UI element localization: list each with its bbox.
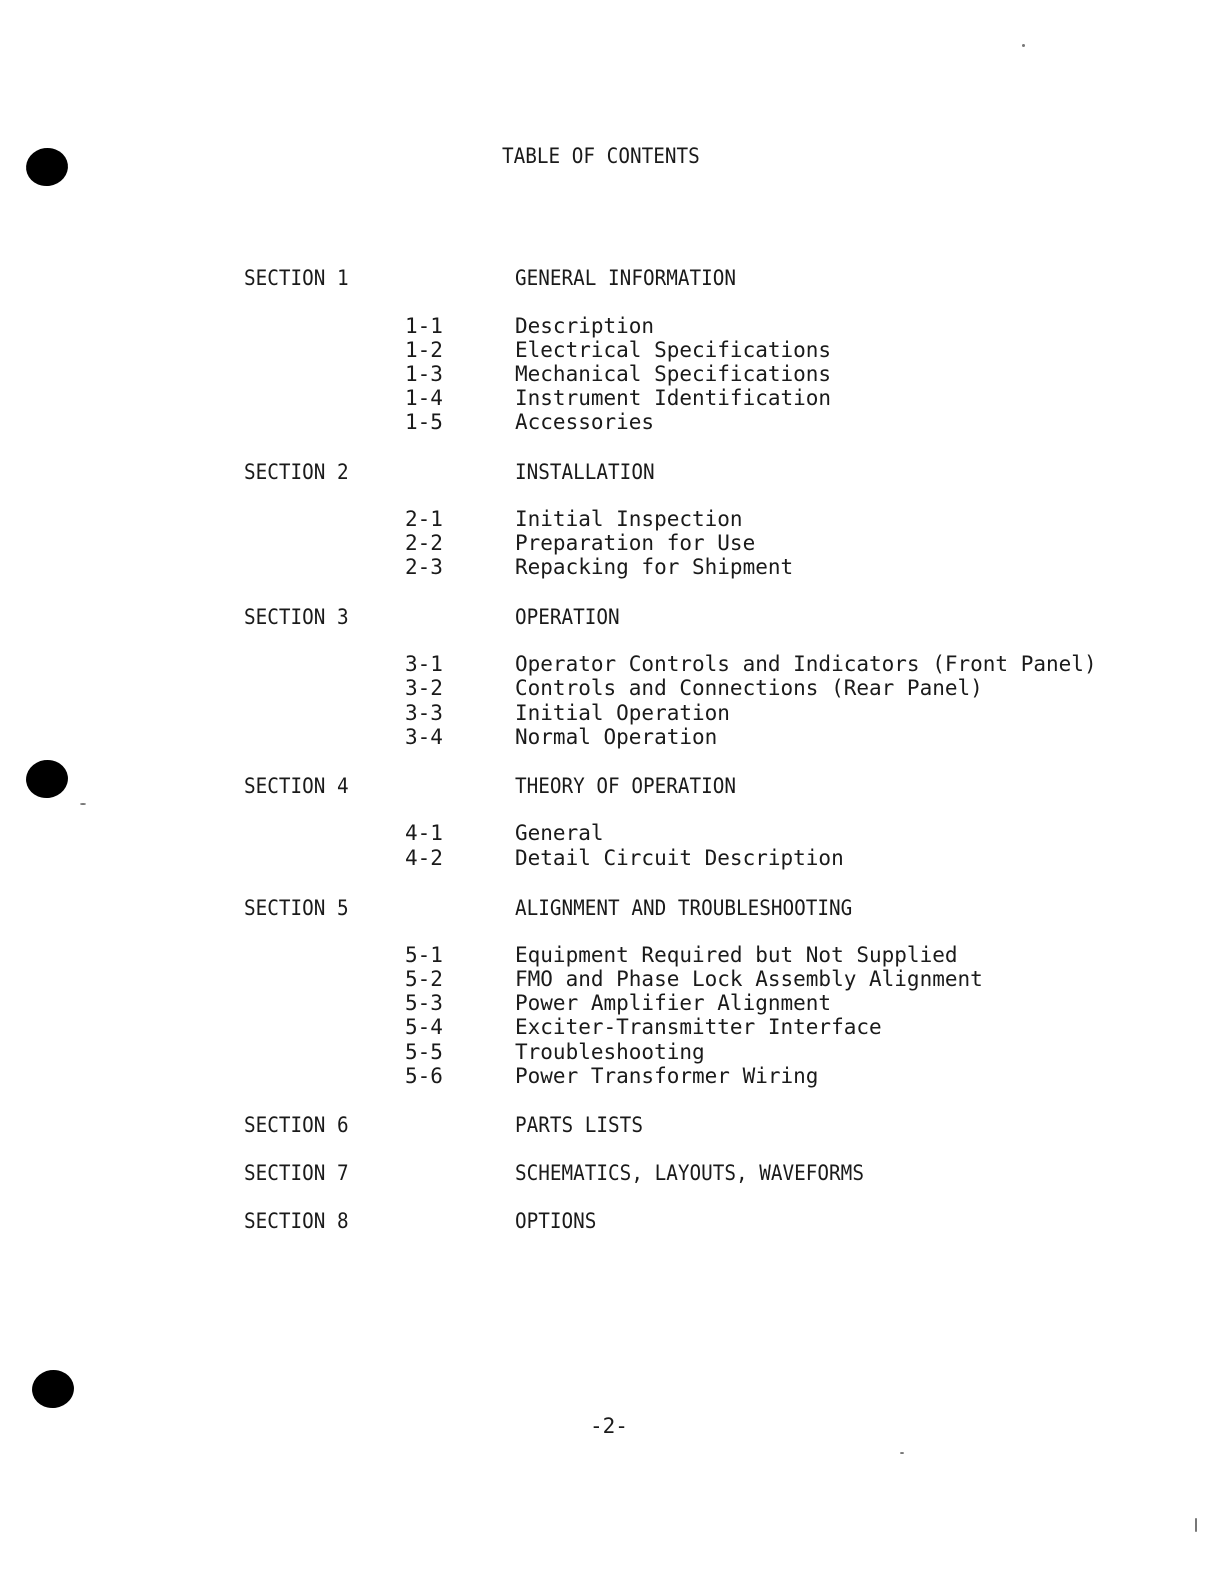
toc-item (0, 314, 1207, 340)
item-number: 1-2 (405, 338, 443, 362)
item-number: 3-4 (405, 725, 443, 749)
scan-speck (1022, 44, 1025, 47)
section-label: SECTION 2 (244, 460, 349, 484)
item-title: General (515, 821, 604, 845)
item-number: 5-3 (405, 991, 443, 1015)
item-title: Repacking for Shipment (515, 555, 794, 579)
item-title: Preparation for Use (515, 531, 756, 555)
section-title: THEORY OF OPERATION (515, 774, 737, 798)
item-number: 1-3 (405, 362, 443, 386)
toc-item (0, 386, 1207, 412)
toc-item (0, 555, 1207, 581)
section-label: SECTION 4 (244, 774, 349, 798)
item-number: 4-2 (405, 846, 443, 870)
toc-item (0, 821, 1207, 847)
item-title: Power Transformer Wiring (515, 1064, 819, 1088)
toc-item (0, 410, 1207, 436)
toc-item (0, 676, 1207, 702)
scan-speck (900, 1452, 904, 1454)
toc-item (0, 531, 1207, 557)
toc-item (0, 967, 1207, 993)
section-label: SECTION 3 (244, 605, 349, 629)
toc-section-5 (0, 896, 1207, 922)
item-title: Instrument Identification (515, 386, 832, 410)
toc-section-7 (0, 1161, 1207, 1187)
item-number: 5-4 (405, 1015, 443, 1039)
section-title: SCHEMATICS, LAYOUTS, WAVEFORMS (515, 1161, 864, 1185)
item-number: 2-3 (405, 555, 443, 579)
toc-item (0, 338, 1207, 364)
item-number: 1-5 (405, 410, 443, 434)
toc-item (0, 1064, 1207, 1090)
section-title: ALIGNMENT AND TROUBLESHOOTING (515, 896, 853, 920)
toc-section-2 (0, 460, 1207, 486)
item-title: Detail Circuit Description (515, 846, 844, 870)
toc-item (0, 701, 1207, 727)
section-label: SECTION 7 (244, 1161, 349, 1185)
item-title: Normal Operation (515, 725, 718, 749)
toc-section-8 (0, 1209, 1207, 1235)
toc-item (0, 507, 1207, 533)
item-number: 3-1 (405, 652, 443, 676)
punch-hole-top (24, 145, 71, 188)
section-label: SECTION 1 (244, 266, 349, 290)
section-title: GENERAL INFORMATION (515, 266, 737, 290)
scan-speck (80, 803, 86, 805)
item-title: Accessories (515, 410, 655, 434)
item-title: Description (515, 314, 655, 338)
item-title: Initial Inspection (515, 507, 743, 531)
toc-item (0, 1040, 1207, 1066)
section-title: OPERATION (515, 605, 620, 629)
item-number: 2-1 (405, 507, 443, 531)
item-number: 2-2 (405, 531, 443, 555)
item-title: Troubleshooting (515, 1040, 705, 1064)
scan-speck (1195, 1518, 1197, 1532)
item-title: Mechanical Specifications (515, 362, 832, 386)
item-number: 3-2 (405, 676, 443, 700)
item-title: Initial Operation (515, 701, 730, 725)
toc-section-3 (0, 605, 1207, 631)
item-title: Exciter-Transmitter Interface (515, 1015, 882, 1039)
toc-item (0, 1015, 1207, 1041)
page-title: TABLE OF CONTENTS (502, 144, 700, 168)
toc-item (0, 725, 1207, 751)
section-title: INSTALLATION (515, 460, 655, 484)
toc-section-1 (0, 266, 1207, 292)
item-number: 1-4 (405, 386, 443, 410)
item-title: Operator Controls and Indicators (Front Panel) (515, 652, 1097, 676)
section-label: SECTION 6 (244, 1113, 349, 1137)
item-number: 5-2 (405, 967, 443, 991)
item-number: 5-1 (405, 943, 443, 967)
item-title: FMO and Phase Lock Assembly Alignment (515, 967, 983, 991)
toc-item (0, 652, 1207, 678)
toc-item (0, 362, 1207, 388)
section-title: OPTIONS (515, 1209, 597, 1233)
toc-section-4 (0, 774, 1207, 800)
punch-hole-bottom (30, 1367, 77, 1410)
toc-item (0, 943, 1207, 969)
item-number: 1-1 (405, 314, 443, 338)
item-number: 5-6 (405, 1064, 443, 1088)
item-title: Equipment Required but Not Supplied (515, 943, 958, 967)
section-label: SECTION 8 (244, 1209, 349, 1233)
item-number: 3-3 (405, 701, 443, 725)
section-label: SECTION 5 (244, 896, 349, 920)
toc-item (0, 991, 1207, 1017)
item-title: Electrical Specifications (515, 338, 832, 362)
item-number: 5-5 (405, 1040, 443, 1064)
toc-item (0, 846, 1207, 872)
section-title: PARTS LISTS (515, 1113, 643, 1137)
item-title: Power Amplifier Alignment (515, 991, 832, 1015)
toc-section-6 (0, 1113, 1207, 1139)
page-number: -2- (590, 1414, 628, 1438)
item-number: 4-1 (405, 821, 443, 845)
item-title: Controls and Connections (Rear Panel) (515, 676, 983, 700)
